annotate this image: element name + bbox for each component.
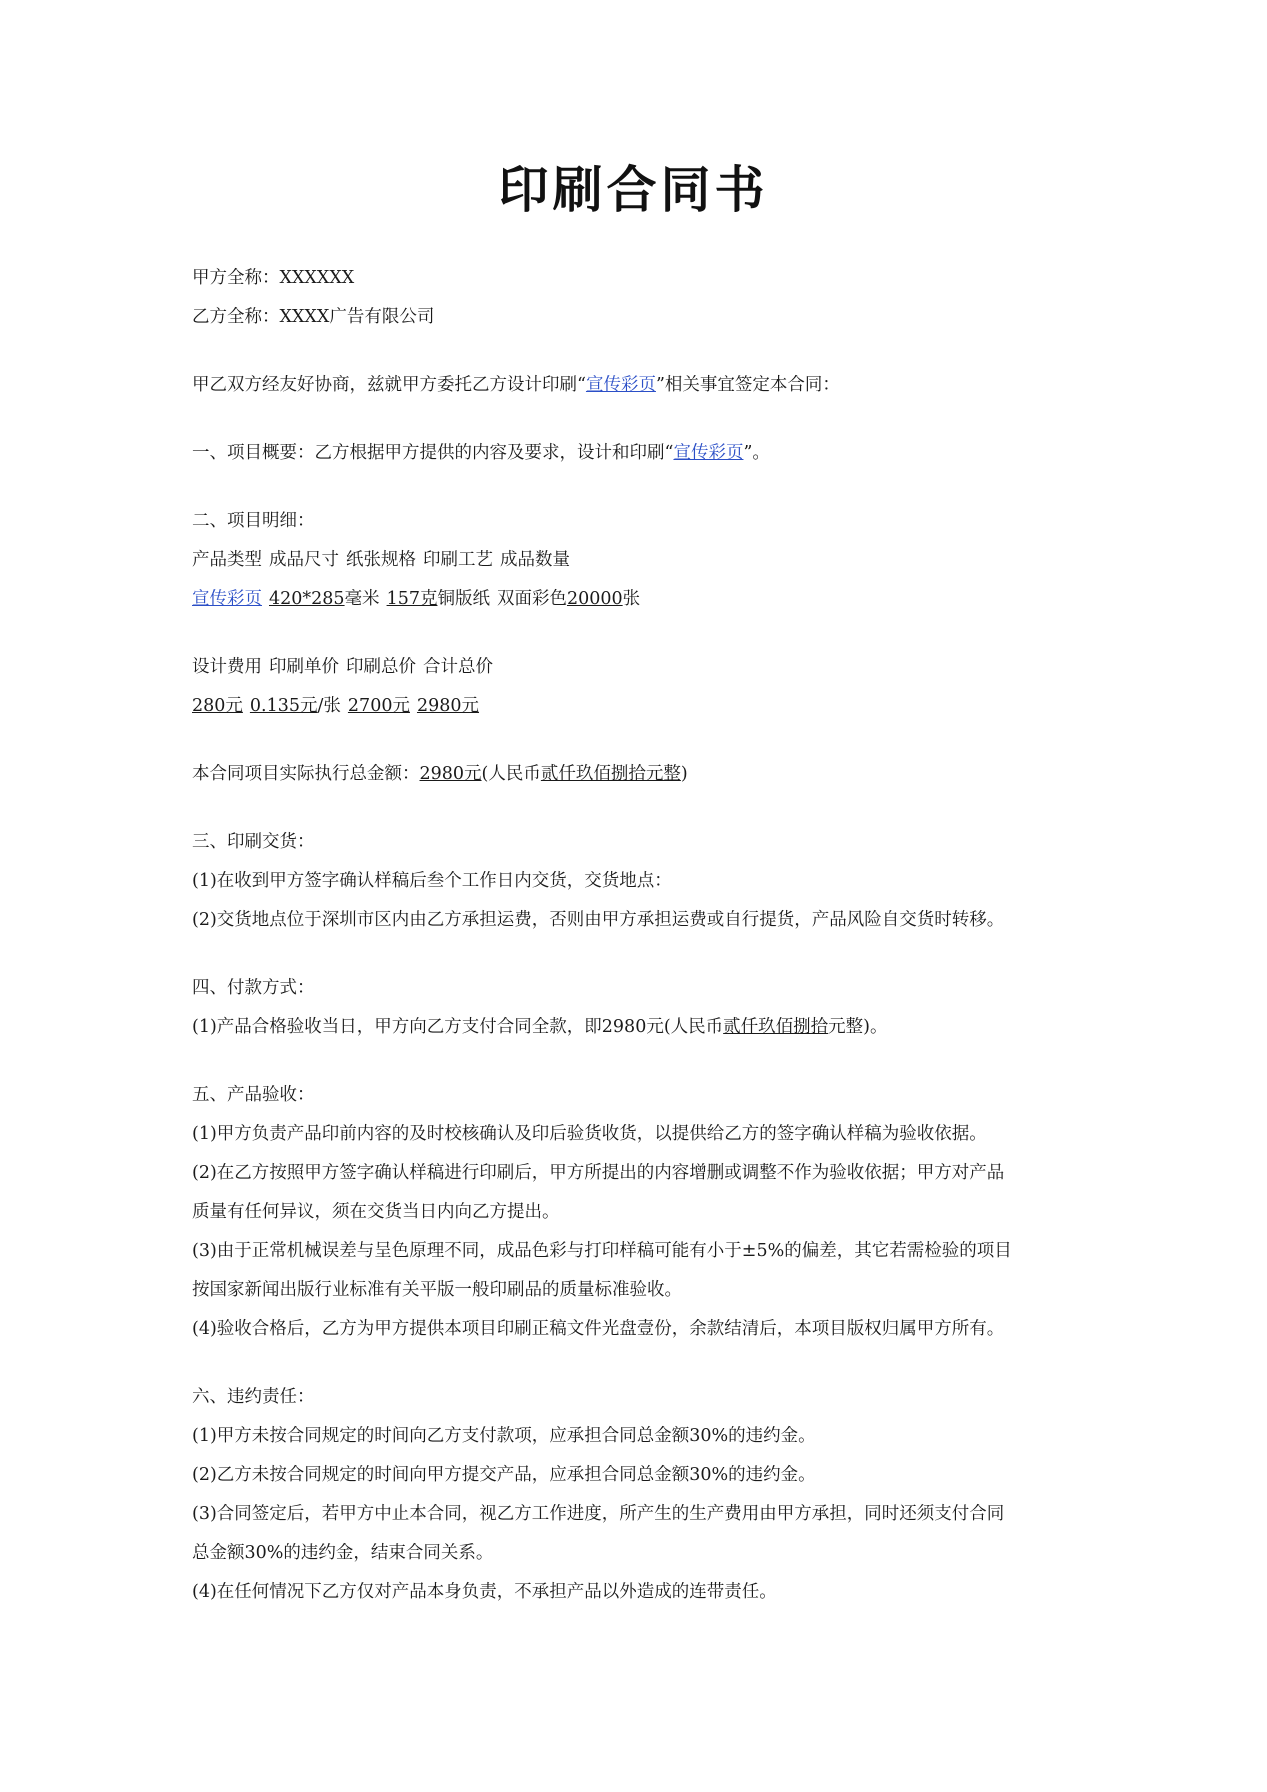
section5-line-1: (1)甲方负责产品印前内容的及时校核确认及印后验货收货，以提供给乙方的签字确认样稿为验收依据。 bbox=[192, 1124, 987, 1144]
section6-heading: 六、违约责任： bbox=[192, 1387, 315, 1407]
product-size-unit: 毫米 bbox=[344, 589, 380, 609]
section2-heading: 二、项目明细： bbox=[192, 511, 315, 531]
design-fee-value: 280元 bbox=[192, 696, 243, 716]
section1-prefix: 一、项目概要：乙方根据甲方提供的内容及要求，设计和印刷“ bbox=[192, 443, 674, 463]
section6-line-4: 总金额30%的违约金，结束合同关系。 bbox=[192, 1543, 494, 1563]
section4-prefix: (1)产品合格验收当日，甲方向乙方支付合同全款，即2980元(人民币 bbox=[192, 1017, 724, 1037]
document-title: 印刷合同书 bbox=[498, 161, 769, 219]
contract-body bbox=[192, 259, 1082, 1612]
price-header-row bbox=[192, 648, 1082, 687]
section4-item-1 bbox=[192, 1008, 1082, 1047]
section5-line-3: 质量有任何异议，须在交货当日内向乙方提出。 bbox=[192, 1202, 560, 1222]
product-header-row bbox=[192, 541, 1082, 580]
product-type-link[interactable]: 宣传彩页 bbox=[192, 589, 262, 609]
total-amount-line bbox=[192, 755, 1082, 794]
section5-line-5: 按国家新闻出版行业标准有关平版一般印刷品的质量标准验收。 bbox=[192, 1280, 682, 1300]
party-b-value: XXXX广告有限公司 bbox=[279, 307, 435, 327]
section5-line-4: (3)由于正常机械误差与呈色原理不同，成品色彩与打印样稿可能有小于±5%的偏差，其它若需检验的项目 bbox=[192, 1241, 1012, 1261]
total-amount-chinese: 贰仟玖佰捌拾元整 bbox=[540, 764, 681, 784]
party-b-line bbox=[192, 298, 1082, 337]
product-process: 双面彩色 bbox=[496, 589, 567, 609]
intro-product-link[interactable]: 宣传彩页 bbox=[585, 375, 656, 395]
header-quantity: 成品数量 bbox=[500, 550, 570, 570]
total-amount-value: 2980元 bbox=[419, 764, 482, 784]
header-design-fee: 设计费用 bbox=[192, 657, 262, 677]
intro-suffix: ”相关事宜签定本合同： bbox=[655, 375, 840, 395]
header-grand-total: 合计总价 bbox=[423, 657, 493, 677]
header-product-type: 产品类型 bbox=[192, 550, 262, 570]
header-print-total: 印刷总价 bbox=[346, 657, 416, 677]
unit-price-value: 0.135元 bbox=[249, 696, 318, 716]
section6-line-1: (1)甲方未按合同规定的时间向乙方支付款项，应承担合同总金额30%的违约金。 bbox=[192, 1426, 816, 1446]
product-data-row bbox=[192, 580, 1082, 619]
header-finished-size: 成品尺寸 bbox=[269, 550, 339, 570]
party-a-label: 甲方全称： bbox=[192, 268, 280, 288]
section4-heading: 四、付款方式： bbox=[192, 978, 315, 998]
section3-heading: 三、印刷交货： bbox=[192, 832, 315, 852]
product-qty-unit: 张 bbox=[622, 589, 641, 609]
section6-line-5: (4)在任何情况下乙方仅对产品本身负责，不承担产品以外造成的连带责任。 bbox=[192, 1582, 777, 1602]
section5-line-6: (4)验收合格后，乙方为甲方提供本项目印刷正稿文件光盘壹份，余款结清后，本项目版权归属甲方所有。 bbox=[192, 1319, 1005, 1339]
product-qty-value: 20000 bbox=[566, 589, 623, 609]
section6-line-3: (3)合同签定后，若甲方中止本合同，视乙方工作进度，所产生的生产费用由甲方承担，同时还须支付合同 bbox=[192, 1504, 1005, 1524]
price-data-row bbox=[192, 687, 1082, 726]
grand-total-value: 2980元 bbox=[416, 696, 480, 716]
intro-line bbox=[192, 366, 1082, 405]
product-paper-value: 157克 bbox=[386, 589, 438, 609]
section4-amount-chinese: 贰仟玖佰捌拾 bbox=[723, 1017, 829, 1037]
header-unit-price: 印刷单价 bbox=[269, 657, 339, 677]
party-a-line bbox=[192, 259, 1082, 298]
section1-suffix: ”。 bbox=[743, 443, 770, 463]
intro-prefix: 甲乙双方经友好协商，兹就甲方委托乙方设计印刷“ bbox=[192, 375, 586, 395]
total-prefix: 本合同项目实际执行总金额： bbox=[192, 764, 420, 784]
party-b-label: 乙方全称： bbox=[192, 307, 280, 327]
product-size-value: 420*285 bbox=[269, 589, 345, 609]
section3-item-1: (1)在收到甲方签字确认样稿后叁个工作日内交货，交货地点： bbox=[192, 871, 672, 891]
party-a-value: XXXXXX bbox=[279, 268, 355, 288]
print-total-value: 2700元 bbox=[347, 696, 410, 716]
header-print-process: 印刷工艺 bbox=[423, 550, 493, 570]
product-paper-rest: 铜版纸 bbox=[437, 589, 490, 609]
unit-price-suffix: /张 bbox=[317, 696, 341, 716]
section6-line-2: (2)乙方未按合同规定的时间向甲方提交产品，应承担合同总金额30%的违约金。 bbox=[192, 1465, 816, 1485]
total-paren-open: (人民币 bbox=[481, 764, 541, 784]
header-paper-spec: 纸张规格 bbox=[346, 550, 416, 570]
section4-suffix: 元整)。 bbox=[828, 1017, 888, 1037]
section5-heading: 五、产品验收： bbox=[192, 1085, 315, 1105]
section1-product-link[interactable]: 宣传彩页 bbox=[673, 443, 744, 463]
section3-item-2: (2)交货地点位于深圳市区内由乙方承担运费，否则由甲方承担运费或自行提货，产品风险自交货时转移。 bbox=[192, 910, 1005, 930]
total-paren-close: ) bbox=[680, 764, 688, 784]
section1-line bbox=[192, 434, 1082, 473]
section5-line-2: (2)在乙方按照甲方签字确认样稿进行印刷后，甲方所提出的内容增删或调整不作为验收依据；甲方对产品 bbox=[192, 1163, 1005, 1183]
